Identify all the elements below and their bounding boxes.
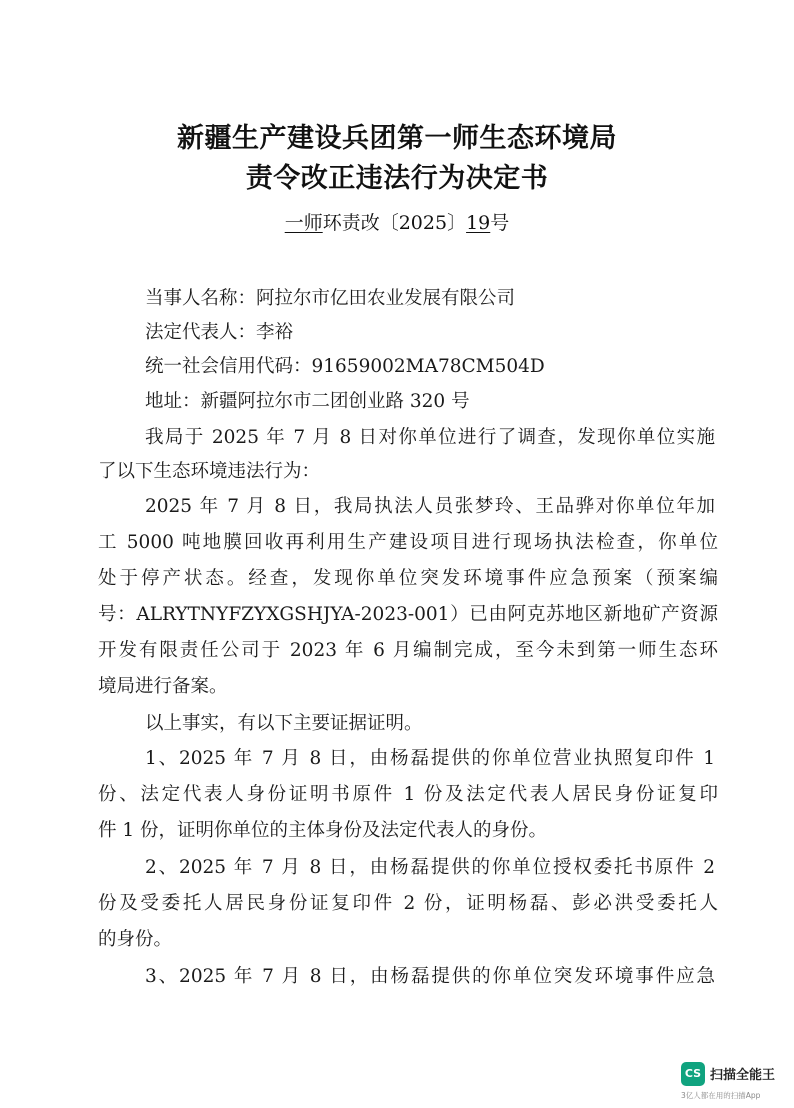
doc-number-prefix: 一师 <box>284 212 323 234</box>
evidence-1-line-3: 件 1 份，证明你单位的主体身份及法定代表人的身份。 <box>98 820 548 841</box>
watermark-tagline: 3亿人都在用的扫描App <box>681 1091 761 1100</box>
credit-code: 统一社会信用代码：91659002MA78CM504D <box>145 356 545 377</box>
doc-number-serial: 19 <box>466 212 491 234</box>
camscanner-logo-icon: CS <box>681 1062 705 1086</box>
intro-line-1: 我局于 2025 年 7 月 8 日对你单位进行了调查，发现你单位实施 <box>145 427 715 448</box>
scanner-watermark <box>681 1062 791 1106</box>
evidence-2-line-1: 2、2025 年 7 月 8 日，由杨磊提供的你单位授权委托书原件 2 <box>145 857 715 878</box>
legal-representative: 法定代表人：李裕 <box>145 322 294 343</box>
fact-line-1: 2025 年 7 月 8 日，我局执法人员张梦玲、王品骅对你单位年加 <box>145 496 715 517</box>
document-number <box>0 208 794 235</box>
doc-number-suffix: 号 <box>490 212 510 234</box>
document-title-line1: 新疆生产建设兵团第一师生态环境局 <box>177 123 617 154</box>
fact-line-6: 境局进行备案。 <box>98 676 228 697</box>
evidence-3-line-1: 3、2025 年 7 月 8 日，由杨磊提供的你单位突发环境事件应急 <box>145 966 715 987</box>
doc-number-middle: 环责改〔2025〕 <box>322 212 467 234</box>
document-title-line2: 责令改正违法行为决定书 <box>245 163 549 194</box>
evidence-2-line-3: 的身份。 <box>98 929 173 950</box>
watermark-brand: 扫描全能王 <box>710 1068 776 1083</box>
party-name: 当事人名称：阿拉尔市亿田农业发展有限公司 <box>145 288 516 309</box>
intro-line-2: 了以下生态环境违法行为： <box>98 461 321 482</box>
fact-line-2: 工 5000 吨地膜回收再利用生产建设项目进行现场执法检查，你单位 <box>98 532 718 553</box>
fact-line-5: 开发有限责任公司于 2023 年 6 月编制完成，至今未到第一师生态环 <box>98 640 718 661</box>
evidence-1-line-1: 1、2025 年 7 月 8 日，由杨磊提供的你单位营业执照复印件 1 <box>145 748 715 769</box>
fact-line-4: 号：ALRYTNYFZYXGSHJYA-2023-001）已由阿克苏地区新地矿产资源 <box>98 604 718 625</box>
evidence-2-line-2: 份及受委托人居民身份证复印件 2 份，证明杨磊、彭必洪受委托人 <box>98 893 718 914</box>
address: 地址：新疆阿拉尔市二团创业路 320 号 <box>145 391 470 412</box>
fact-line-3: 处于停产状态。经查，发现你单位突发环境事件应急预案（预案编 <box>98 568 718 589</box>
evidence-intro: 以上事实，有以下主要证据证明。 <box>145 713 423 734</box>
evidence-1-line-2: 份、法定代表人身份证明书原件 1 份及法定代表人居民身份证复印 <box>98 784 718 805</box>
